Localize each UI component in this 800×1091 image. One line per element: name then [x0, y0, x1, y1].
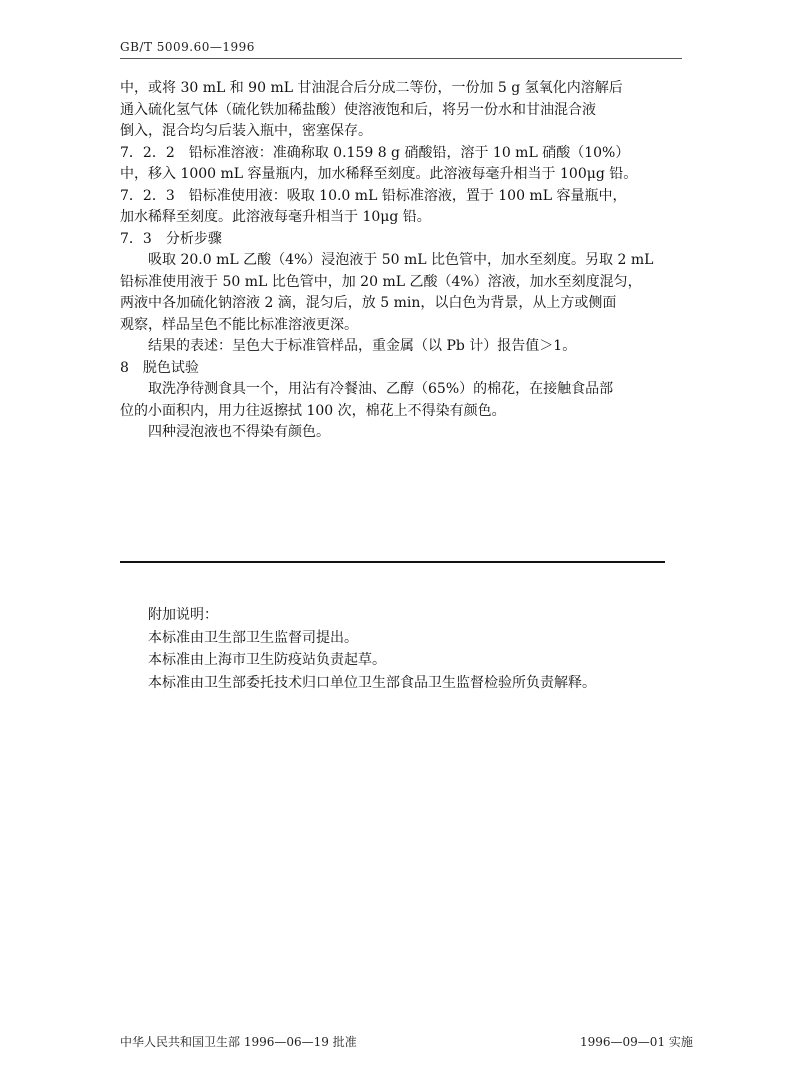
additional-notes [148, 604, 596, 694]
section-divider [120, 561, 665, 563]
body-line: 中，或将 30 mL 和 90 mL 甘油混合后分成二等份，一份加 5 g 氢氧化内溶解后 [120, 80, 623, 96]
notes-item: 本标准由上海市卫生防疫站负责起草。 [148, 652, 386, 668]
body-line: 四种浸泡液也不得染有颜色。 [148, 424, 330, 440]
approval-footer: 中华人民共和国卫生部 1996—06—19 批准 [120, 1035, 357, 1049]
notes-item: 本标准由卫生部委托技术归口单位卫生部食品卫生监督检验所负责解释。 [148, 674, 596, 691]
header-divider [120, 58, 682, 59]
result-statement: 结果的表述：呈色大于标准管样品，重金属（以 Pb 计）报告值＞1。 [148, 338, 577, 354]
body-line: 通入硫化氢气体（硫化铁加稀盐酸）使溶液饱和后，将另一份水和甘油混合液 [120, 101, 596, 118]
implementation-footer: 1996—09—01 实施 [580, 1035, 693, 1049]
body-line: 中，移入 1000 mL 容量瓶内，加水稀释至刻度。此溶液每毫升相当于 100μg 铅。 [120, 166, 638, 182]
section-8-heading: 8 脱色试验 [120, 359, 199, 376]
body-line: 取洗净待测食具一个，用沾有冷餐油、乙醇（65%）的棉花，在接触食品部 [148, 381, 614, 397]
body-line: 位的小面积内，用力往返擦拭 100 次，棉花上不得染有颜色。 [120, 402, 506, 419]
section-7-3-heading: 7．3 分析步骤 [120, 230, 222, 247]
notes-title: 附加说明： [148, 607, 218, 623]
body-line: 倒入，混合均匀后装入瓶中，密塞保存。 [120, 123, 372, 139]
notes-item: 本标准由卫生部卫生监督司提出。 [148, 629, 358, 646]
body-line: 加水稀释至刻度。此溶液每毫升相当于 10μg 铅。 [120, 209, 431, 225]
body-line: 两液中各加硫化钠溶液 2 滴，混匀后，放 5 min，以白色为背景，从上方或侧面 [120, 295, 617, 311]
body-line: 吸取 20.0 mL 乙酸（4%）浸泡液于 50 mL 比色管中，加水至刻度。另取 2 mL [148, 252, 654, 268]
standard-code-header: GB/T 5009.60—1996 [120, 40, 255, 54]
document-body [120, 78, 685, 444]
section-7-2-2: 7．2．2 铅标准溶液：准确称取 0.159 8 g 硝酸铅，溶于 10 mL 硝酸（10%） [120, 144, 630, 161]
body-line: 铅标准使用液于 50 mL 比色管中，加 20 mL 乙酸（4%）溶液，加水至刻度混匀， [120, 273, 642, 290]
section-7-2-3: 7．2．3 铅标准使用液：吸取 10.0 mL 铅标准溶液，置于 100 mL 容量瓶中， [120, 187, 627, 204]
body-line: 观察，样品呈色不能比标准溶液更深。 [120, 316, 358, 333]
